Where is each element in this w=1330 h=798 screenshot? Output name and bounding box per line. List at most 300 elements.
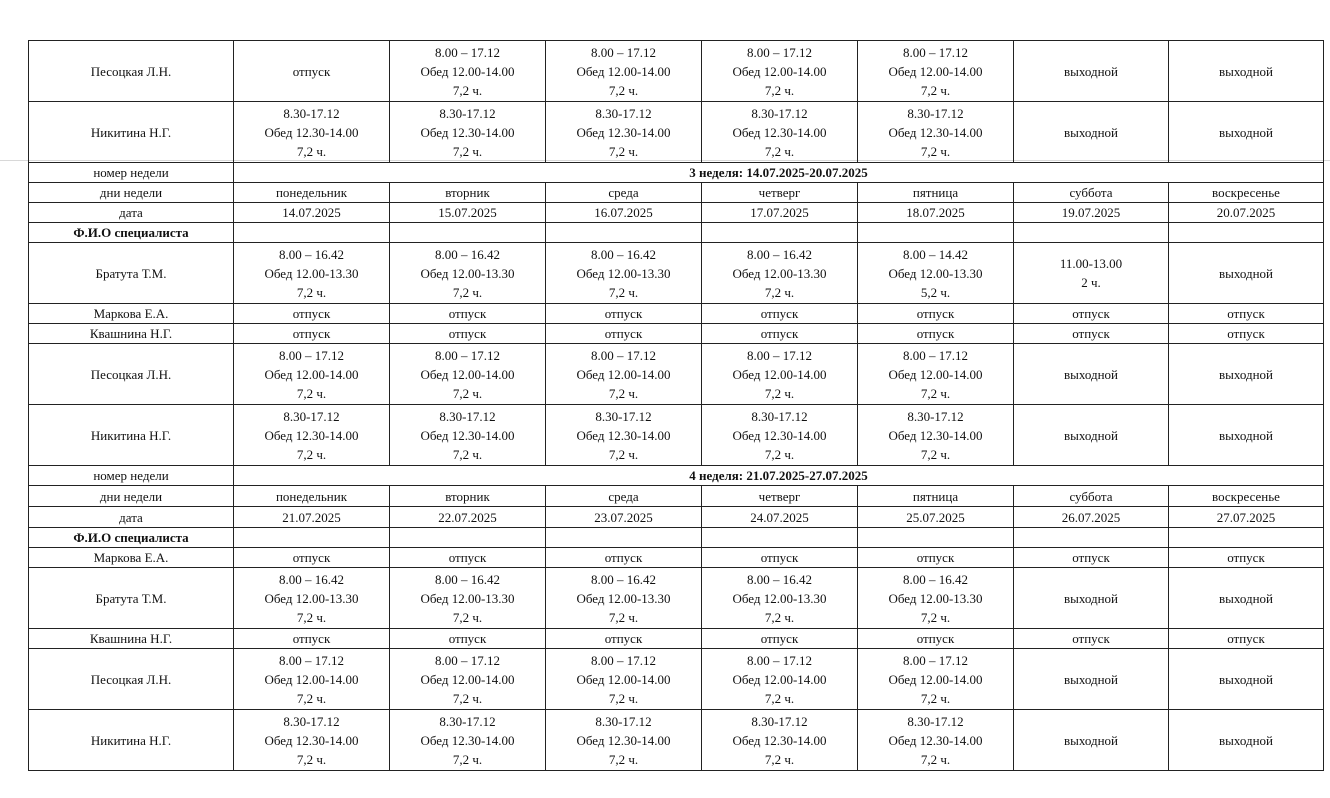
schedule-cell [234,629,390,649]
schedule-line: отпуск [760,550,799,565]
schedule-cell [1014,243,1169,304]
day-header: четверг [702,183,858,203]
week-number-row [29,466,1324,486]
schedule-line: Обед 12.30-14.00 [264,732,359,748]
schedule-line: отпуск [604,306,643,321]
schedule-line: 7,2 ч. [608,284,639,300]
schedule-line: Обед 12.00-13.30 [576,265,671,281]
day-header: вторник [390,486,546,507]
schedule-cell [1014,629,1169,649]
schedule-cell [858,649,1014,710]
schedule-cell [702,102,858,163]
schedule-cell [234,102,390,163]
schedule-line: Обед 12.00-13.30 [732,590,827,606]
days-label: дни недели [29,183,234,203]
schedule-line: Обед 12.00-14.00 [576,671,671,687]
schedule-line: 11.00-13.00 [1059,256,1123,271]
week3-body [29,243,1324,466]
staff-row [29,548,1324,568]
schedule-line: 7,2 ч. [920,690,951,706]
schedule-cell [390,324,546,344]
staff-row [29,629,1324,649]
day-header: четверг [702,486,858,507]
schedule-line: 7,2 ч. [452,690,483,706]
staff-row [29,102,1324,163]
schedule-line: 7,2 ч. [296,284,327,300]
schedule-line: 8.30-17.12 [283,408,340,424]
schedule-line: отпуск [1227,550,1265,565]
staff-row [29,41,1324,102]
schedule-cell [858,243,1014,304]
schedule-line: 7,2 ч. [608,82,639,98]
schedule-line: Обед 12.00-14.00 [732,63,827,79]
day-header: пятница [858,486,1014,507]
date-cell: 25.07.2025 [858,507,1014,528]
schedule-line: Обед 12.30-14.00 [732,427,827,443]
schedule-cell [546,243,702,304]
staff-row [29,710,1324,771]
schedule-line: 7,2 ч. [296,385,327,401]
schedule-cell [1014,41,1169,102]
staff-name: Песоцкая Л.Н. [29,344,234,405]
schedule-cell [390,649,546,710]
schedule-cell [546,568,702,629]
schedule-line: выходной [1218,265,1274,281]
schedule-line: 8.30-17.12 [907,105,964,121]
schedule-line: отпуск [292,63,331,79]
schedule-line: 7,2 ч. [608,609,639,625]
staff-name: Маркова Е.А. [29,304,234,324]
staff-row [29,243,1324,304]
schedule-cell [1169,568,1324,629]
schedule-line: 7,2 ч. [764,751,795,767]
schedule-line: 7,2 ч. [452,446,483,462]
schedule-cell [702,304,858,324]
staff-name: Никитина Н.Г. [29,710,234,771]
schedule-cell [546,41,702,102]
schedule-line: Обед 12.00-14.00 [888,671,983,687]
schedule-line: 7,2 ч. [296,446,327,462]
staff-name: Никитина Н.Г. [29,102,234,163]
schedule-cell [1169,324,1324,344]
date-cell: 20.07.2025 [1169,203,1324,223]
schedule-line: 8.30-17.12 [751,408,808,424]
day-header: суббота [1014,486,1169,507]
schedule-line: выходной [1063,63,1119,79]
schedule-line: 8.00 – 17.12 [903,347,968,363]
schedule-line: 7,2 ч. [608,143,639,159]
schedule-cell [234,304,390,324]
schedule-line: 8.00 – 17.12 [435,652,500,668]
staff-name: Квашнина Н.Г. [29,629,234,649]
schedule-cell [1014,344,1169,405]
schedule-line: 8.00 – 17.12 [903,44,968,60]
schedule-line: отпуск [1072,326,1110,341]
week3-header [29,163,1324,243]
schedule-cell [390,102,546,163]
schedule-line: выходной [1063,590,1119,606]
schedule-line: отпуск [448,631,487,646]
schedule-line: Обед 12.30-14.00 [576,124,671,140]
schedule-line: выходной [1063,366,1119,382]
staff-row [29,304,1324,324]
schedule-line: 8.00 – 16.42 [903,571,968,587]
schedule-line: 8.30-17.12 [595,713,652,729]
schedule-line: 7,2 ч. [296,751,327,767]
staff-row [29,324,1324,344]
date-cell: 17.07.2025 [702,203,858,223]
schedule-line: 7,2 ч. [608,385,639,401]
schedule-line: 8.00 – 16.42 [591,246,656,262]
schedule-cell [234,548,390,568]
schedule-cell [546,344,702,405]
schedule-line: 8.30-17.12 [751,713,808,729]
schedule-cell [1014,548,1169,568]
schedule-cell [1014,102,1169,163]
schedule-line: 8.30-17.12 [907,408,964,424]
schedule-line: 8.00 – 16.42 [747,246,812,262]
schedule-line: 7,2 ч. [920,609,951,625]
schedule-cell [390,344,546,405]
schedule-line: 7,2 ч. [764,609,795,625]
schedule-cell [702,629,858,649]
schedule-line: 7,2 ч. [764,446,795,462]
date-cell: 15.07.2025 [390,203,546,223]
schedule-line: 7,2 ч. [296,609,327,625]
schedule-line: 8.00 – 17.12 [435,347,500,363]
schedule-line: Обед 12.30-14.00 [732,124,827,140]
schedule-cell [1014,649,1169,710]
schedule-line: Обед 12.00-13.30 [264,265,359,281]
date-row [29,507,1324,528]
schedule-cell [858,710,1014,771]
schedule-cell [858,41,1014,102]
schedule-cell [234,243,390,304]
schedule-cell [390,568,546,629]
schedule-cell [702,568,858,629]
staff-name: Песоцкая Л.Н. [29,41,234,102]
schedule-line: Обед 12.30-14.00 [576,427,671,443]
staff-row [29,344,1324,405]
schedule-line: отпуск [292,550,331,565]
days-label: дни недели [29,486,234,507]
schedule-cell [390,304,546,324]
schedule-cell [702,649,858,710]
schedule-line: Обед 12.30-14.00 [888,427,983,443]
schedule-line: 8.00 – 16.42 [435,571,500,587]
schedule-line: Обед 12.00-13.30 [576,590,671,606]
day-header: понедельник [234,486,390,507]
schedule-line: 7,2 ч. [764,82,795,98]
schedule-cell [390,405,546,466]
schedule-cell [702,405,858,466]
schedule-cell [1169,548,1324,568]
specialist-label: Ф.И.О специалиста [29,223,234,243]
schedule-line: 8.30-17.12 [283,713,340,729]
day-header: понедельник [234,183,390,203]
schedule-line: отпуск [448,326,487,341]
schedule-line: 7,2 ч. [452,143,483,159]
schedule-cell [234,649,390,710]
schedule-line: Обед 12.00-14.00 [264,671,359,687]
schedule-cell [1014,710,1169,771]
schedule-line: выходной [1218,427,1274,443]
schedule-cell [702,344,858,405]
date-cell: 26.07.2025 [1014,507,1169,528]
schedule-line: 7,2 ч. [920,446,951,462]
schedule-line: 8.30-17.12 [439,408,496,424]
schedule-cell [546,405,702,466]
schedule-line: отпуск [604,550,643,565]
schedule-line: 8.00 – 14.42 [903,246,968,262]
schedule-line: 7,2 ч. [608,751,639,767]
schedule-line: выходной [1063,124,1119,140]
schedule-cell [702,710,858,771]
specialist-header-row [29,223,1324,243]
specialist-header-row [29,528,1324,548]
schedule-line: 8.00 – 16.42 [591,571,656,587]
date-cell: 27.07.2025 [1169,507,1324,528]
day-header: вторник [390,183,546,203]
schedule-line: 8.30-17.12 [283,105,340,121]
schedule-line: 7,2 ч. [452,385,483,401]
schedule-line: Обед 12.30-14.00 [420,427,515,443]
schedule-line: 8.00 – 16.42 [279,246,344,262]
schedule-line: 8.30-17.12 [439,105,496,121]
schedule-line: отпуск [916,631,955,646]
schedule-line: 5,2 ч. [920,284,951,300]
schedule-cell [1014,324,1169,344]
schedule-cell [702,243,858,304]
schedule-line: отпуск [604,326,643,341]
schedule-line: выходной [1063,732,1119,748]
schedule-cell [1169,405,1324,466]
schedule-line: Обед 12.00-13.30 [888,590,983,606]
schedule-cell [546,102,702,163]
schedule-cell [234,324,390,344]
schedule-line: Обед 12.00-14.00 [732,671,827,687]
schedule-line: 8.00 – 17.12 [591,652,656,668]
schedule-line: Обед 12.30-14.00 [888,732,983,748]
schedule-cell [858,629,1014,649]
schedule-line: отпуск [1072,631,1110,646]
schedule-cell [390,548,546,568]
schedule-line: отпуск [760,326,799,341]
day-header: среда [546,183,702,203]
schedule-cell [546,548,702,568]
schedule-cell [1169,102,1324,163]
schedule-line: 8.00 – 16.42 [435,246,500,262]
schedule-line: 7,2 ч. [920,82,951,98]
schedule-line: выходной [1218,63,1274,79]
schedule-cell [1169,629,1324,649]
schedule-line: отпуск [916,326,955,341]
schedule-cell [1169,41,1324,102]
schedule-line: 8.00 – 17.12 [435,44,500,60]
schedule-line: 7,2 ч. [608,690,639,706]
schedule-line: выходной [1218,124,1274,140]
schedule-line: 7,2 ч. [608,446,639,462]
schedule-line: 7,2 ч. [452,609,483,625]
schedule-cell [1169,243,1324,304]
schedule-line: Обед 12.00-13.30 [888,265,983,281]
schedule-line: отпуск [916,550,955,565]
schedule-line: Обед 12.00-14.00 [888,366,983,382]
staff-name: Песоцкая Л.Н. [29,649,234,710]
schedule-cell [390,41,546,102]
date-cell: 14.07.2025 [234,203,390,223]
schedule-cell [390,243,546,304]
schedule-line: 8.30-17.12 [439,713,496,729]
schedule-line: отпуск [1227,631,1265,646]
schedule-line: Обед 12.30-14.00 [420,732,515,748]
date-row [29,203,1324,223]
schedule-cell [234,344,390,405]
week-number-label: номер недели [29,466,234,486]
schedule-line: 8.30-17.12 [751,105,808,121]
week-number-label: номер недели [29,163,234,183]
schedule-line: 8.00 – 16.42 [747,571,812,587]
schedule-line: 7,2 ч. [764,385,795,401]
schedule-cell [390,629,546,649]
week4-body [29,548,1324,771]
staff-row [29,405,1324,466]
schedule-line: 7,2 ч. [452,82,483,98]
schedule-cell [1169,710,1324,771]
week-title: 4 неделя: 21.07.2025-27.07.2025 [234,466,1324,486]
staff-name: Братута Т.М. [29,243,234,304]
date-cell: 23.07.2025 [546,507,702,528]
schedule-cell [1169,304,1324,324]
schedule-line: отпуск [1227,326,1265,341]
schedule-line: выходной [1063,427,1119,443]
schedule-line: выходной [1063,671,1119,687]
schedule-line: Обед 12.00-14.00 [420,671,515,687]
schedule-cell [702,41,858,102]
schedule-line: Обед 12.30-14.00 [420,124,515,140]
schedule-cell [390,710,546,771]
schedule-line: 8.00 – 17.12 [903,652,968,668]
date-label: дата [29,507,234,528]
schedule-line: 7,2 ч. [452,751,483,767]
schedule-line: 2 ч. [1081,275,1101,290]
schedule-cell [858,304,1014,324]
schedule-line: Обед 12.00-13.30 [264,590,359,606]
schedule-line: 7,2 ч. [920,143,951,159]
schedule-line: отпуск [292,326,331,341]
schedule-line: отпуск [1072,306,1110,321]
schedule-line: 8.00 – 17.12 [591,347,656,363]
days-row [29,183,1324,203]
staff-name: Братута Т.М. [29,568,234,629]
schedule-line: Обед 12.30-14.00 [264,427,359,443]
schedule-line: Обед 12.00-14.00 [420,366,515,382]
schedule-cell [234,405,390,466]
schedule-line: отпуск [604,631,643,646]
schedule-line: отпуск [760,631,799,646]
date-cell: 21.07.2025 [234,507,390,528]
schedule-line: Обед 12.00-14.00 [732,366,827,382]
schedule-cell [234,568,390,629]
schedule-cell [858,548,1014,568]
staff-name: Маркова Е.А. [29,548,234,568]
week-title: 3 неделя: 14.07.2025-20.07.2025 [234,163,1324,183]
schedule-line: 8.00 – 16.42 [279,571,344,587]
schedule-cell [702,548,858,568]
date-cell: 19.07.2025 [1014,203,1169,223]
days-row [29,486,1324,507]
date-cell: 16.07.2025 [546,203,702,223]
date-cell: 18.07.2025 [858,203,1014,223]
schedule-line: выходной [1218,671,1274,687]
day-header: среда [546,486,702,507]
schedule-cell [1014,568,1169,629]
schedule-cell [1169,649,1324,710]
specialist-label: Ф.И.О специалиста [29,528,234,548]
schedule-line: отпуск [1072,550,1110,565]
schedule-line: 8.30-17.12 [595,105,652,121]
schedule-cell [702,324,858,344]
schedule-cell [1014,304,1169,324]
schedule-line: 8.00 – 17.12 [591,44,656,60]
schedule-line: Обед 12.30-14.00 [264,124,359,140]
schedule-cell [546,710,702,771]
schedule-line: 8.00 – 17.12 [747,347,812,363]
schedule-table [28,40,1324,771]
schedule-line: 7,2 ч. [920,385,951,401]
schedule-line: Обед 12.00-14.00 [576,63,671,79]
staff-name: Никитина Н.Г. [29,405,234,466]
schedule-line: Обед 12.00-13.30 [732,265,827,281]
date-label: дата [29,203,234,223]
schedule-line: отпуск [448,550,487,565]
week-number-row [29,163,1324,183]
schedule-line: отпуск [448,306,487,321]
schedule-cell [234,710,390,771]
schedule-cell [858,324,1014,344]
day-header: воскресенье [1169,486,1324,507]
day-header: суббота [1014,183,1169,203]
schedule-line: 7,2 ч. [764,143,795,159]
schedule-line: 8.00 – 17.12 [747,652,812,668]
schedule-line: выходной [1218,590,1274,606]
schedule-cell [546,304,702,324]
schedule-line: 7,2 ч. [296,143,327,159]
schedule-cell [1014,405,1169,466]
staff-row [29,568,1324,629]
date-cell: 24.07.2025 [702,507,858,528]
schedule-cell [858,344,1014,405]
schedule-line: Обед 12.00-14.00 [576,366,671,382]
schedule-cell [858,568,1014,629]
staff-name: Квашнина Н.Г. [29,324,234,344]
schedule-line: Обед 12.00-14.00 [888,63,983,79]
schedule-cell [546,649,702,710]
date-cell: 22.07.2025 [390,507,546,528]
schedule-line: Обед 12.00-14.00 [420,63,515,79]
schedule-line: выходной [1218,732,1274,748]
schedule-line: 8.00 – 17.12 [747,44,812,60]
schedule-line: 8.30-17.12 [595,408,652,424]
schedule-line: отпуск [916,306,955,321]
schedule-cell [1169,344,1324,405]
schedule-line: отпуск [760,306,799,321]
schedule-line: отпуск [292,306,331,321]
staff-row [29,649,1324,710]
schedule-cell [546,324,702,344]
schedule-line: 7,2 ч. [764,284,795,300]
schedule-line: Обед 12.30-14.00 [732,732,827,748]
